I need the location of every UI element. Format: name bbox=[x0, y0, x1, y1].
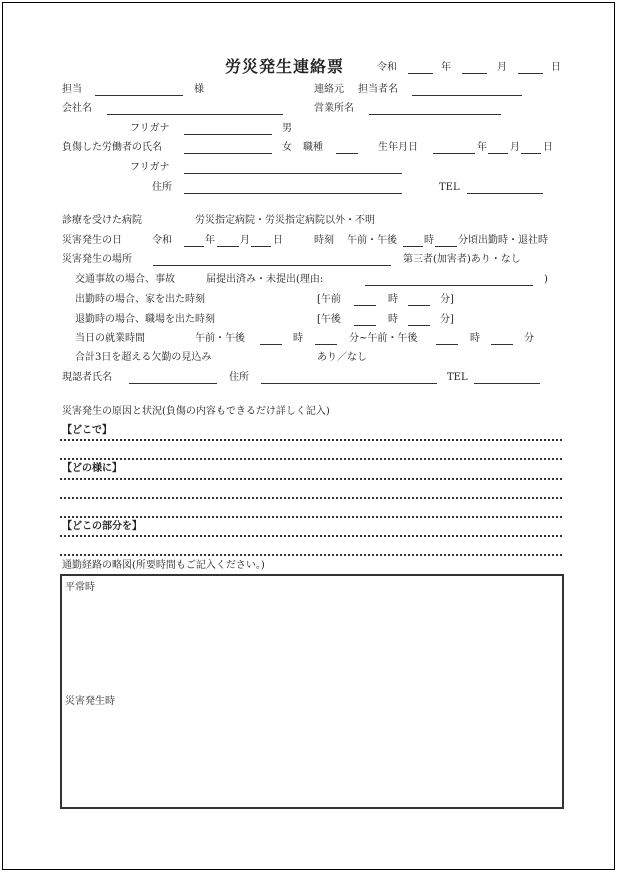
tel-label: TEL bbox=[439, 182, 460, 193]
occurrence-year-label: 年 bbox=[205, 235, 215, 246]
commute-back-minute-label: 分] bbox=[440, 314, 454, 325]
office-field[interactable] bbox=[369, 114, 501, 115]
absence-label: 合計3日を超える欠勤の見込み bbox=[75, 352, 212, 363]
injured-worker-label: 負傷した労働者の氏名 bbox=[62, 142, 162, 153]
occurrence-day-label: 日 bbox=[273, 235, 283, 246]
female-option[interactable]: 女 bbox=[282, 142, 292, 153]
occurrence-date-label: 災害発生の日 bbox=[62, 235, 122, 246]
work-start-minute-label[interactable]: 分~午前・午後 bbox=[349, 333, 418, 344]
occurrence-month-label: 月 bbox=[240, 235, 250, 246]
form-page bbox=[2, 2, 615, 870]
work-start-minute-field[interactable] bbox=[315, 344, 337, 345]
work-start-hour-field[interactable] bbox=[260, 344, 282, 345]
traffic-status[interactable]: 届提出済み・未提出(理由: bbox=[206, 274, 324, 285]
traffic-reason-field[interactable] bbox=[365, 285, 533, 286]
cause-how-line-3[interactable] bbox=[60, 516, 562, 518]
commute-out-label: 出勤時の場合、家を出た時刻 bbox=[75, 294, 205, 305]
occurrence-hour-field[interactable] bbox=[403, 246, 423, 247]
work-start-ampm[interactable]: 午前・午後 bbox=[195, 333, 245, 344]
company-field[interactable] bbox=[107, 114, 283, 115]
date-day-field[interactable] bbox=[518, 73, 543, 74]
commute-out-hour-field[interactable] bbox=[354, 305, 376, 306]
place-field[interactable] bbox=[153, 265, 391, 266]
commute-back-label: 退勤時の場合、職場を出た時刻 bbox=[75, 314, 215, 325]
witness-name-field[interactable] bbox=[129, 383, 217, 384]
form-title: 労災発生連絡票 bbox=[225, 57, 345, 76]
job-label: 職種 bbox=[303, 142, 323, 153]
tantosha-label: 担当者名 bbox=[358, 84, 398, 95]
furigana-label-2: フリガナ bbox=[130, 162, 170, 173]
birth-day-field[interactable] bbox=[521, 153, 541, 154]
absence-option[interactable]: あり／なし bbox=[317, 352, 367, 363]
cause-label: 災害発生の原因と状況(負傷の内容もできるだけ詳しく記入) bbox=[62, 406, 330, 417]
route-normal-label: 平常時 bbox=[65, 582, 95, 593]
witness-label: 現認者氏名 bbox=[62, 372, 112, 383]
occurrence-year-field[interactable] bbox=[184, 246, 204, 247]
cause-part-line-2[interactable] bbox=[60, 554, 562, 556]
male-option[interactable]: 男 bbox=[282, 123, 292, 134]
work-start-hour-label: 時 bbox=[293, 333, 303, 344]
cause-part-heading: 【どこの部分を】 bbox=[62, 521, 142, 532]
work-end-hour-field[interactable] bbox=[436, 344, 458, 345]
injured-worker-field[interactable] bbox=[184, 153, 272, 154]
birth-year-label: 年 bbox=[477, 142, 487, 153]
date-year-label: 年 bbox=[441, 62, 451, 73]
occurrence-minute-field[interactable] bbox=[435, 246, 457, 247]
witness-tel-label: TEL bbox=[447, 372, 468, 383]
furigana-label-1: フリガナ bbox=[130, 123, 170, 134]
date-day-label: 日 bbox=[551, 62, 561, 73]
commute-out-minute-field[interactable] bbox=[408, 305, 430, 306]
renrakumoto-label: 連絡元 bbox=[314, 84, 344, 95]
cause-part-line-1[interactable] bbox=[60, 535, 562, 537]
third-party-option[interactable]: 第三者(加害者)あり・なし bbox=[403, 254, 521, 265]
birth-label: 生年月日 bbox=[378, 142, 418, 153]
traffic-close: ) bbox=[544, 274, 548, 285]
witness-tel-field[interactable] bbox=[474, 383, 540, 384]
date-month-label: 月 bbox=[497, 62, 507, 73]
cause-how-heading: 【どの様に】 bbox=[62, 463, 122, 474]
occurrence-day-field[interactable] bbox=[251, 246, 271, 247]
hospital-label: 診療を受けた病院 bbox=[62, 215, 142, 226]
occurrence-time-label: 時刻 bbox=[314, 235, 334, 246]
birth-month-field[interactable] bbox=[488, 153, 508, 154]
date-month-field[interactable] bbox=[462, 73, 487, 74]
date-year-field[interactable] bbox=[408, 73, 433, 74]
witness-address-label: 住所 bbox=[229, 372, 249, 383]
cause-how-line-2[interactable] bbox=[60, 497, 562, 499]
office-label: 営業所名 bbox=[314, 103, 354, 114]
work-end-minute-field[interactable] bbox=[491, 344, 513, 345]
traffic-label: 交通事故の場合、事故 bbox=[75, 274, 175, 285]
place-label: 災害発生の場所 bbox=[62, 254, 132, 265]
company-label: 会社名 bbox=[62, 103, 92, 114]
commute-back-open: [午後 bbox=[317, 314, 341, 325]
work-end-minute-label: 分 bbox=[524, 333, 534, 344]
birth-day-label: 日 bbox=[543, 142, 553, 153]
commute-out-open: [午前 bbox=[317, 294, 341, 305]
tanto-field[interactable] bbox=[95, 95, 183, 96]
commute-back-minute-field[interactable] bbox=[408, 325, 430, 326]
tel-field[interactable] bbox=[467, 193, 543, 194]
work-end-hour-label: 時 bbox=[470, 333, 480, 344]
witness-address-field[interactable] bbox=[261, 383, 437, 384]
route-label: 通勤経路の略図(所要時間もご記入ください。) bbox=[62, 560, 265, 571]
commute-out-hour-label: 時 bbox=[388, 294, 398, 305]
tantosha-field[interactable] bbox=[412, 95, 522, 96]
tanto-label: 担当 bbox=[62, 84, 82, 95]
cause-how-line-1[interactable] bbox=[60, 478, 562, 480]
sama-label: 様 bbox=[194, 84, 204, 95]
occurrence-month-field[interactable] bbox=[217, 246, 239, 247]
occurrence-ampm[interactable]: 午前・午後 bbox=[347, 235, 397, 246]
job-field[interactable] bbox=[336, 153, 358, 154]
date-era: 令和 bbox=[377, 62, 397, 73]
cause-where-line-2[interactable] bbox=[60, 458, 562, 460]
cause-where-heading: 【どこで】 bbox=[62, 425, 112, 436]
route-map-box[interactable] bbox=[60, 574, 564, 809]
furigana-field-2[interactable] bbox=[184, 173, 402, 174]
commute-back-hour-label: 時 bbox=[388, 314, 398, 325]
occurrence-minute-label[interactable]: 分頃出勤時・退社時 bbox=[458, 235, 548, 246]
occurrence-era: 令和 bbox=[152, 235, 172, 246]
work-hours-label: 当日の就業時間 bbox=[75, 333, 145, 344]
address-label: 住所 bbox=[152, 182, 172, 193]
birth-year-field[interactable] bbox=[433, 153, 475, 154]
cause-where-line-1[interactable] bbox=[60, 439, 562, 441]
commute-back-hour-field[interactable] bbox=[354, 325, 376, 326]
birth-month-label: 月 bbox=[510, 142, 520, 153]
commute-out-minute-label: 分] bbox=[440, 294, 454, 305]
occurrence-hour-label: 時 bbox=[424, 235, 434, 246]
address-field[interactable] bbox=[184, 193, 402, 194]
furigana-field-1[interactable] bbox=[184, 134, 272, 135]
hospital-options[interactable]: 労災指定病院・労災指定病院以外・不明 bbox=[195, 215, 375, 226]
route-accident-label: 災害発生時 bbox=[65, 696, 115, 707]
